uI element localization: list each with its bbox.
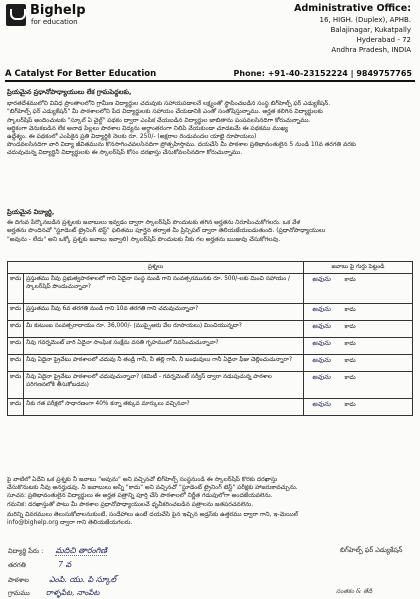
village-value[interactable]: రాళ్ళపేట, నాంపేట: [45, 588, 100, 597]
answer-yes[interactable]: అవును: [312, 305, 331, 313]
tagline: A Catalyst For Better Education: [5, 69, 157, 79]
class-value[interactable]: 7 వ: [57, 560, 72, 569]
paragraph-line: చేసుకొనుటకు నీవు అనర్హుడవు. నీ జవాబులు అన్నీ "కాదు" అని వచ్చినచో "స్టూడెంట్ ట్రైనింగ్ టెస్ట్" పరీక్షకు హాజరుకావచ్చును.: [7, 484, 298, 492]
answer-no[interactable]: కాదు: [344, 402, 356, 408]
table-row: [8, 372, 413, 399]
question-number: కాదు: [8, 338, 24, 355]
address-line: Hyderabad - 72: [356, 36, 411, 44]
question-number: కాదు: [8, 399, 24, 416]
answer-no[interactable]: కాదు: [344, 358, 356, 364]
paragraph-line: "బిగ్‌హెల్ప్ ఫర్ ఎడ్యుకేషన్" మీ పాఠశాలలోని పేద విద్యార్థులకు సహాయం చేయడానికి ఎంతో సంతోషిస్తున్నాము. అర్హత కలిగిన విద్యార్థులకు: [7, 108, 323, 116]
question-text: నీవు గవర్నమెంట్ వారి ఏదైనా సాంఘిక సంక్షేమ వసతి గృహములో నివసించుచున్నావా?: [24, 338, 304, 355]
question-text: ప్రస్తుతము నీవు 6వ తరగతి నుండి గాని 10వ తరగతి గాని చదువుచున్నావా?: [24, 304, 304, 321]
answer-cell: [304, 372, 413, 399]
address-line: Andhra Pradesh, INDIA: [331, 46, 411, 54]
paragraph-line: ఆర్థికంగా వెనుకబడిన లేక అనాథ పిల్లలు పాఠశాల విద్యను అర్ధాంతరంగా నిలిపి వేయకుండా చూడటమే ఈ పథకము ముఖ్య: [7, 124, 289, 132]
answer-cell: [304, 321, 413, 338]
paragraph-line: మరిన్ని వివరములు తెలుసుకోవాలనుకుంటే, సందేహాలు ఉంటే దయచేసి పైన ఇచ్చిన అడ్రస్‌కు ఉత్తరము ద్వారా గాని, ఇ-మెయిల్: [7, 510, 299, 518]
table-row: [8, 321, 413, 338]
table-row: [8, 304, 413, 321]
field-student-name: [8, 544, 268, 558]
answer-cell: [304, 355, 413, 372]
table-row: [8, 274, 413, 304]
answer-cell: [304, 274, 413, 304]
brand-subtitle: for education: [31, 18, 78, 26]
organisation-signature: బిగ్‌హెల్ప్ ఫర్ ఎడ్యుకేషన్: [340, 546, 403, 554]
question-number: కాదు: [8, 304, 24, 321]
paragraph-line: సూచన: ప్రతిభావంతులైన విద్యార్థులు ఈ అర్హత పత్రాన్ని పూర్తి చేసి పాఠశాలలో నిర్ణీత గడువులోగా అందజేయవలెను.: [7, 492, 273, 500]
address-line: 16, HIGH. (Duplex), APHB.: [319, 16, 411, 24]
answer-yes[interactable]: అవును: [312, 373, 331, 381]
question-text: ప్రస్తుతము నీవు ప్రభుత్వపాఠశాలలో గాని ఏదైనా సంస్థ నుండి గాని సంవత్సరమునకు రూ. 500/-లకు మించి సహాయం / స్కాలర్‌షిప్ పొందుచున్నావా?: [24, 274, 304, 304]
office-heading: Administrative Office:: [294, 3, 411, 14]
paragraph-line: ఈ దిగువ పేర్కొనబడిన ప్రశ్నలకు జవాబులు ఇవ్వడం ద్వారా స్కాలర్‌షిప్ పొందుటకు తగిన అర్హతను నిరూపించుకోగలరు. ఒక వేళ: [7, 219, 301, 227]
letter-body-1: [7, 88, 413, 158]
school-value[interactable]: ఎంపి. యు. పి స్కూల్: [48, 575, 117, 584]
student-name-label: విద్యార్థి పేరు :: [8, 547, 44, 555]
answer-no[interactable]: కాదు: [344, 307, 356, 313]
paragraph-line: "అవును - లేదు" అని ఒక్కో ప్రశ్నకు జవాబు ఇవ్వాలి) స్కాలర్‌షిప్ పొందుటకు నీకు గల అర్హతను ఋజువు చేసుకోగలవు.: [7, 235, 281, 243]
office-address: [294, 3, 411, 55]
class-label: తరగతి: [8, 561, 26, 569]
question-text: నీవు ఏదైనా ప్రైవేటు పాఠశాలలో చదువు నీ తండ్రి గానీ, నీ తల్లి గానీ, నీ బంధువులు గానీ ఏదైనా ఫీజు చెల్లించుచున్నారా?: [24, 355, 304, 372]
paragraph-line: అర్హతను పొందినచో "స్టూడెంట్ ట్రైనింగ్ టెస్ట్" ఫలితము పూర్తైన తర్వాత మీ ప్రిన్సిపల్ ద్వారా తెలియజేయబడుతుంది. (ప్రధానోపాధ్యాయులు: [7, 227, 326, 235]
question-text: నీవు ఏదైనా ప్రైవేటు పాఠశాలలో చదువుచున్నావా? (కమిటీ - గవర్నమెంట్ సర్వీస్ ద్వారా నడుపుచున్న పాఠశాల పరిగణనలోకి తీసుకోబడదు): [24, 372, 304, 399]
question-text: నీకు గత పరీక్షలో సాధారణంగా 40% కన్నా తక్కువ మార్కులు వచ్చినవా?: [24, 399, 304, 416]
field-school: [8, 574, 268, 586]
paragraph-line: గమనిక: దరఖాస్తుతో పాటు మీ పాఠశాల ప్రధానోపాధ్యాయులచే ధృవీకరించబడిన పత్రాలను జతపరచవలెను.: [7, 500, 254, 508]
eligibility-questions-table: [7, 261, 413, 416]
paragraph-line: ఉద్దేశ్యం. ఈ పథకంలో ఎంపికైన ప్రతి విద్యార్థికి నెలకు రూ. 250/- (అక్షరాల రెండువందల యాభై రూపాయలు): [7, 133, 257, 141]
letter-body-2: [7, 208, 413, 244]
brand-name: Bighelp: [30, 3, 86, 18]
answer-yes[interactable]: అవును: [312, 339, 331, 347]
address-line: Balajinagar, Kukatpally: [330, 26, 411, 34]
question-number: కాదు: [8, 355, 24, 372]
answer-cell: [304, 399, 413, 416]
table-row: [8, 355, 413, 372]
answer-no[interactable]: కాదు: [344, 341, 356, 347]
answer-no[interactable]: కాదు: [344, 375, 356, 381]
answer-yes[interactable]: అవును: [312, 322, 331, 330]
question-number: కాదు: [8, 274, 24, 304]
paragraph-line: పొందవలసినదిగా వారి విద్యా జీవితమును కొనసాగించవలసినదిగా ప్రోత్సహిస్తాము. దయచేసి మీ పాఠశాల ప్రతిభావంతులైన 5 నుండి 10వ తరగతి వరకు: [7, 141, 356, 149]
field-class: [8, 558, 268, 572]
table-row: [8, 338, 413, 355]
question-number: కాదు: [8, 372, 24, 399]
question-text: మీ కుటుంబ సంవత్సరాదాయం రూ. 36,000/- (ముప్పైఆరు వేల రూపాయలు) మించియున్నదా?: [24, 321, 304, 338]
student-details-form-2: [8, 574, 268, 586]
answer-no[interactable]: కాదు: [344, 324, 356, 330]
table-row: [8, 399, 413, 416]
greeting-student: ప్రియమైన విద్యార్థి,: [7, 208, 55, 216]
answer-yes[interactable]: అవును: [312, 275, 331, 283]
bighelp-logo-icon: [6, 4, 26, 26]
paragraph-line: చదువుచున్న విద్యార్థినీ విద్యార్థులకు ఈ స్కాలర్‌షిప్ కోసం దరఖాస్తు చేసుకోవలసినదిగా కోరుచున్నాము.: [7, 149, 243, 157]
field-village: [8, 588, 268, 598]
header-divider: [5, 80, 415, 82]
answer-yes[interactable]: అవును: [312, 356, 331, 364]
answer-no[interactable]: కాదు: [344, 277, 356, 283]
answer-cell: [304, 304, 413, 321]
question-number: కాదు: [8, 321, 24, 338]
column-header-answers: జవాబు పై గుర్తు పెట్టండి: [304, 262, 413, 274]
paragraph-line: భారతదేశములోని వివిధ ప్రాంతాలలోని గ్రామీణ విద్యార్థుల చదువుకు సహాయపడాలనే లక్ష్యంతో స్థాపించబడిన సంస్థ బిగ్‌హెల్ప్ ఫర్ ఎడ్యుకేషన్.: [7, 100, 331, 108]
answer-cell: [304, 338, 413, 355]
phone-numbers: Phone: +91-40-23152224 | 9849757765: [233, 69, 412, 78]
student-details-form: [8, 544, 268, 572]
paragraph-line: పై వాటిలో ఏదేని ఒక ప్రశ్నకు నీ జవాబు "అవును" అని వచ్చినచో బిగ్‌హెల్ప్ సంస్థనుండి ఈ స్కాలర్‌షిప్ కొరకు దరఖాస్తు: [7, 476, 278, 483]
greeting-headmaster: ప్రియమైన ప్రధానోపాధ్యాయులు లేక గ్రామపెద్దలకు,: [7, 88, 132, 96]
paragraph-line: info@bighelp.org ద్వారా గాని తెలియజేయగలరు.: [7, 519, 133, 527]
village-label: గ్రామము: [8, 589, 30, 597]
letter-body-3: [7, 476, 413, 527]
paragraph-line: స్కాలర్‌షిప్ అందించుటకు "స్కూల్ ఏ చైల్డ్" పథకం ద్వారా ఎంపిక చేయబడిన విద్యార్థుల జాబితాను పంపవలసినదిగా కోరుచున్నాము.: [7, 116, 311, 124]
column-header-questions: ప్రశ్నలు: [8, 262, 304, 274]
school-label: పాఠశాల: [8, 576, 29, 584]
student-name-value[interactable]: మదిచి తారంగిణి: [55, 546, 107, 555]
signature-date-label: సంతకం & తేదీ: [336, 588, 373, 595]
answer-yes[interactable]: అవును: [312, 400, 331, 408]
